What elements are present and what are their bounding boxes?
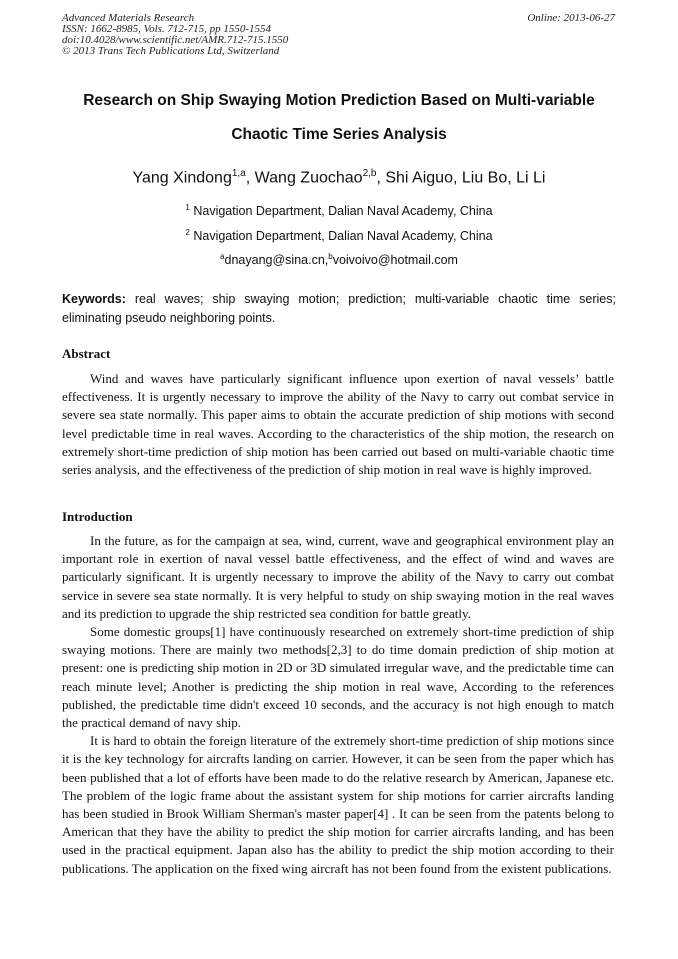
abstract-heading: Abstract: [62, 346, 111, 361]
keywords: [62, 290, 616, 328]
author-affiliation-mark: 2,b: [362, 168, 377, 179]
keywords-label: Keywords:: [62, 292, 126, 306]
issn-volume: ISSN: 1662-8985, Vols. 712-715, pp 1550-1554: [62, 23, 271, 35]
abstract-paragraph: Wind and waves have particularly significant influence upon exertion of naval vessels’ battle effectiveness. It is urgently necessary to improve the ability of the Navy to carry out combat service in severe sea state normally. This paper aims to obtain the accurate prediction of ship motions with second level predictable time in real waves. According to the characteristics of the ship motion, the research on extremely short-time prediction of ship motion has been carried out based on multi-variable chaotic time series analysis, and the effectiveness of the prediction of ship motion in real wave is highly improved.: [62, 371, 614, 478]
introduction-paragraph: It is hard to obtain the foreign literature of the extremely short-time prediction of ship motions since it is the key technology for aircrafts landing on carrier. However, it can be seen from the paper which has been published that a lot of efforts have been made to do the relative research by American, Japanese etc. The problem of the logic frame about the assistant system for ship motions for carrier aircrafts landing has been studied in Brook William Sherman's master paper[4] . It can be seen from the patents belong to American that they have the ability to predict the ship motion for carrier aircrafts landing, and has been used in the practical equipment. Japan also has the ability to predict the ship motion according to their publications. The application on the fixed wing aircraft has not been found from the existent publications.: [62, 733, 614, 876]
introduction-paragraph: Some domestic groups[1] have continuously researched on extremely short-time prediction of ship swaying motions. There are mainly two methods[2,3] to do time domain prediction of ship motion at present: one is predicting ship motion in 2D or 3D simulated irregular wave, and the predictable time can reach minute level; Another is predicting the ship motion in real wave, According to the references published, the predictable time didn't exceed 10 seconds, and the accuracy is not high enough to match the practical demand of navy ship.: [62, 624, 614, 731]
introduction-paragraph: In the future, as for the campaign at sea, wind, current, wave and geographical environment play an important role in exertion of naval vessel battle effectiveness, and the effect of wind and waves are particularly significant. It is urgently necessary to improve the ability of the Navy to carry out combat service in severe sea state normally. It is very helpful to study on ship swaying motion in the real waves and its prediction to upgrade the ship restricted sea condition for battle greatly.: [62, 533, 614, 621]
email-link[interactable]: voivoivo@hotmail.com: [332, 253, 458, 268]
journal-metadata: [62, 13, 288, 57]
keywords-text: real waves; ship swaying motion; prediction; multi-variable chaotic time series; eliminating pseudo neighboring points.: [62, 292, 616, 325]
abstract-body: [62, 370, 614, 479]
paper-title-line-1: Research on Ship Swaying Motion Prediction Based on Multi-variable: [83, 92, 595, 109]
doi: doi:10.4028/www.scientific.net/AMR.712-715.1550: [62, 34, 289, 46]
affiliation-1: $^1$ Navigation Department, Dalian Naval Academy, China: [185, 203, 493, 219]
journal-name: Advanced Materials Research: [62, 12, 195, 24]
online-date: Online: 2013-06-27: [527, 12, 615, 24]
author-list: Yang Xindong$^{1,a}$, Wang Zuochao$^{2,b}$, Shi Aiguo, Liu Bo, Li Li: [132, 168, 546, 187]
author: Liu Bo: [461, 169, 508, 187]
introduction-body: [62, 532, 614, 878]
copyright: © 2013 Trans Tech Publications Ltd, Switzerland: [62, 45, 280, 57]
author: Wang Zuochao: [254, 169, 363, 187]
author-affiliation-mark: 1,a: [231, 168, 246, 179]
affiliation-2: $^2$ Navigation Department, Dalian Naval Academy, China: [185, 228, 493, 244]
author-emails: $^a$dnayang@sina.cn,$^b$voivoivo@hotmail.com: [220, 252, 458, 268]
introduction-heading: Introduction: [62, 509, 133, 524]
email-link[interactable]: dnayang@sina.cn,: [224, 253, 329, 268]
paper-title-line-2: Chaotic Time Series Analysis: [231, 126, 447, 143]
author: Li Li: [516, 169, 546, 187]
author: Yang Xindong: [132, 169, 232, 187]
author: Shi Aiguo: [385, 169, 453, 187]
